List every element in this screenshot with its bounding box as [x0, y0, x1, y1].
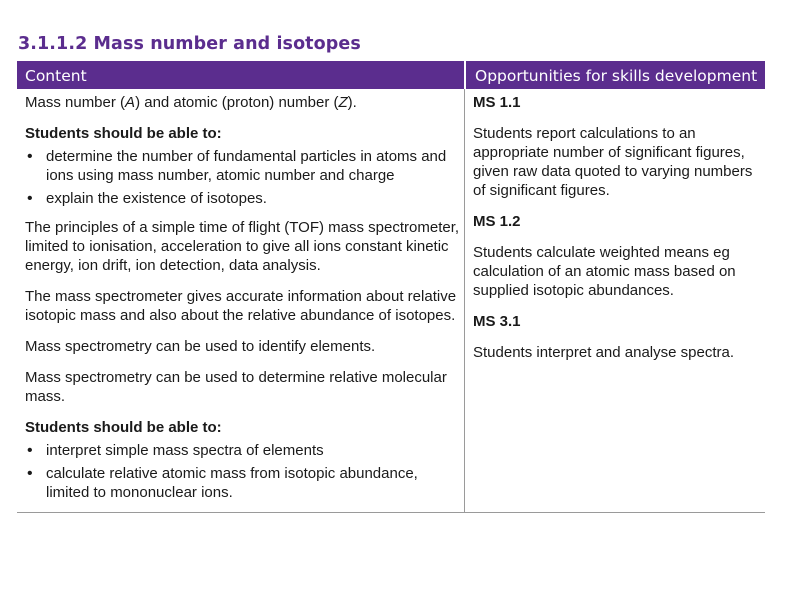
spec-table: [17, 61, 765, 513]
list-item: • calculate relative atomic mass from isotopic abundance, limited to mononuclear ions.: [25, 464, 460, 502]
skill-code: MS 3.1: [473, 313, 521, 330]
skills-cell: [465, 89, 765, 512]
list-item: • interpret simple mass spectra of elements: [25, 441, 460, 460]
skills-column-header: Opportunities for skills development: [464, 61, 765, 89]
content-cell: [17, 89, 465, 512]
intro-paragraph: Mass number (A) and atomic (proton) number (Z).: [25, 94, 357, 111]
molecular-paragraph: Mass spectrometry can be used to determine relative molecular mass.: [25, 369, 447, 405]
spectrometer-paragraph: The mass spectrometer gives accurate information about relative isotopic mass and also about the relative abundance of isotopes.: [25, 288, 457, 324]
bullet-list-2: [25, 441, 460, 502]
section-title: 3.1.1.2 Mass number and isotopes: [18, 34, 361, 54]
table-header-row: [17, 61, 765, 89]
table-body-row: [17, 89, 765, 513]
list-item: • determine the number of fundamental particles in atoms and ions using mass number, atomic number and charge: [25, 147, 460, 185]
skill-block-ms-1-1: [473, 93, 757, 200]
students-heading-2: Students should be able to:: [25, 419, 222, 436]
skill-text: Students calculate weighted means eg calculation of an atomic mass based on supplied isotopic abundances.: [473, 244, 736, 299]
tof-paragraph: The principles of a simple time of flight (TOF) mass spectrometer, limited to ionisation, acceleration to give all ions constant kinetic energy, ion drift, ion detection, data analysis.: [25, 219, 460, 274]
skill-code: MS 1.2: [473, 213, 521, 230]
skill-text: Students report calculations to an appropriate number of significant figures, given raw data quoted to varying numbers of significant figures.: [473, 125, 753, 199]
skill-block-ms-3-1: [473, 312, 757, 362]
skill-code: MS 1.1: [473, 94, 521, 111]
content-column-header: Content: [25, 67, 87, 85]
list-item: • explain the existence of isotopes.: [25, 189, 460, 208]
bullet-list-1: [25, 147, 460, 208]
students-heading-1: Students should be able to:: [25, 125, 222, 142]
skill-block-ms-1-2: [473, 212, 757, 300]
skill-text: Students interpret and analyse spectra.: [473, 344, 734, 361]
identify-paragraph: Mass spectrometry can be used to identify elements.: [25, 338, 376, 355]
